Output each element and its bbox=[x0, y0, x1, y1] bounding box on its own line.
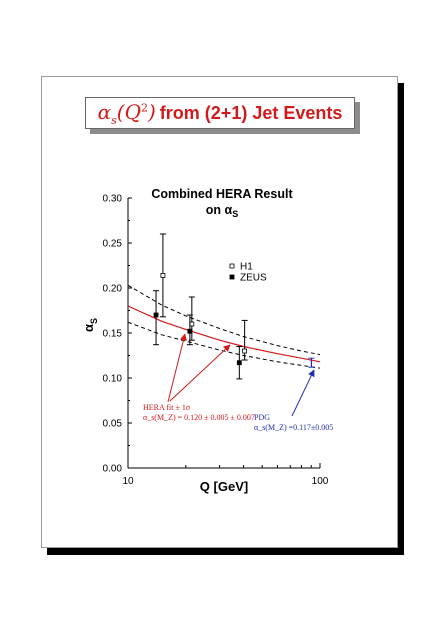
zeus-point bbox=[237, 361, 241, 365]
legend-marker-h1 bbox=[230, 264, 234, 268]
hera-arrow-left bbox=[168, 334, 185, 402]
y-tick-label: 0.05 bbox=[102, 418, 122, 430]
h1-point bbox=[161, 273, 165, 277]
zeus-point bbox=[188, 329, 192, 333]
h1-point bbox=[190, 322, 194, 326]
y-tick-label: 0.20 bbox=[102, 283, 122, 295]
x-tick-label: 10 bbox=[122, 476, 134, 487]
y-tick-label: 0.30 bbox=[102, 193, 122, 205]
y-tick-label: 0.00 bbox=[102, 463, 122, 475]
title-alpha: α bbox=[97, 99, 112, 124]
chart-title-line1: Combined HERA Result bbox=[151, 187, 293, 201]
legend-marker-zeus bbox=[230, 275, 234, 279]
y-tick-label: 0.10 bbox=[102, 373, 122, 385]
title-text: from (2+1) Jet Events bbox=[159, 102, 343, 123]
legend-label-h1: H1 bbox=[240, 261, 253, 273]
title-alpha-sub: s bbox=[111, 113, 117, 127]
pdg-annotation-line1: PDG bbox=[254, 413, 271, 422]
hera-arrow-right bbox=[170, 345, 230, 401]
y-axis-title bbox=[81, 318, 99, 332]
y-axis-alpha: α bbox=[81, 324, 96, 333]
hera-annotation bbox=[143, 334, 255, 422]
title-q: (Q bbox=[116, 99, 141, 124]
chart-title-sub: S bbox=[232, 209, 239, 219]
h1-point bbox=[243, 349, 247, 353]
title-q-sup: 2 bbox=[140, 100, 148, 114]
hera-annotation-line1: HERA fit ± 1σ bbox=[143, 403, 191, 412]
y-axis-sub: S bbox=[89, 317, 99, 325]
x-axis-title: Q [GeV] bbox=[199, 479, 249, 494]
y-tick-label: 0.15 bbox=[102, 328, 122, 340]
pdg-arrow bbox=[292, 370, 314, 416]
axes bbox=[103, 194, 329, 488]
x-tick-label: 100 bbox=[311, 476, 329, 487]
legend-label-zeus: ZEUS bbox=[240, 272, 267, 284]
data-points bbox=[153, 234, 314, 379]
y-tick-label: 0.25 bbox=[102, 238, 122, 250]
title-close-paren: ) bbox=[147, 99, 156, 124]
hera-annotation-line2: α_s(M_Z) = 0.120 ± 0.005 ± 0.007 bbox=[143, 413, 255, 422]
chart-title-line2 bbox=[206, 203, 238, 219]
legend bbox=[230, 262, 267, 284]
pdg-annotation-line2: α_s(M_Z) =0.117±0.005 bbox=[254, 423, 334, 432]
chart-title-on-alpha: on α bbox=[205, 203, 233, 217]
pdg-annotation bbox=[254, 370, 333, 432]
zeus-point bbox=[154, 313, 158, 317]
